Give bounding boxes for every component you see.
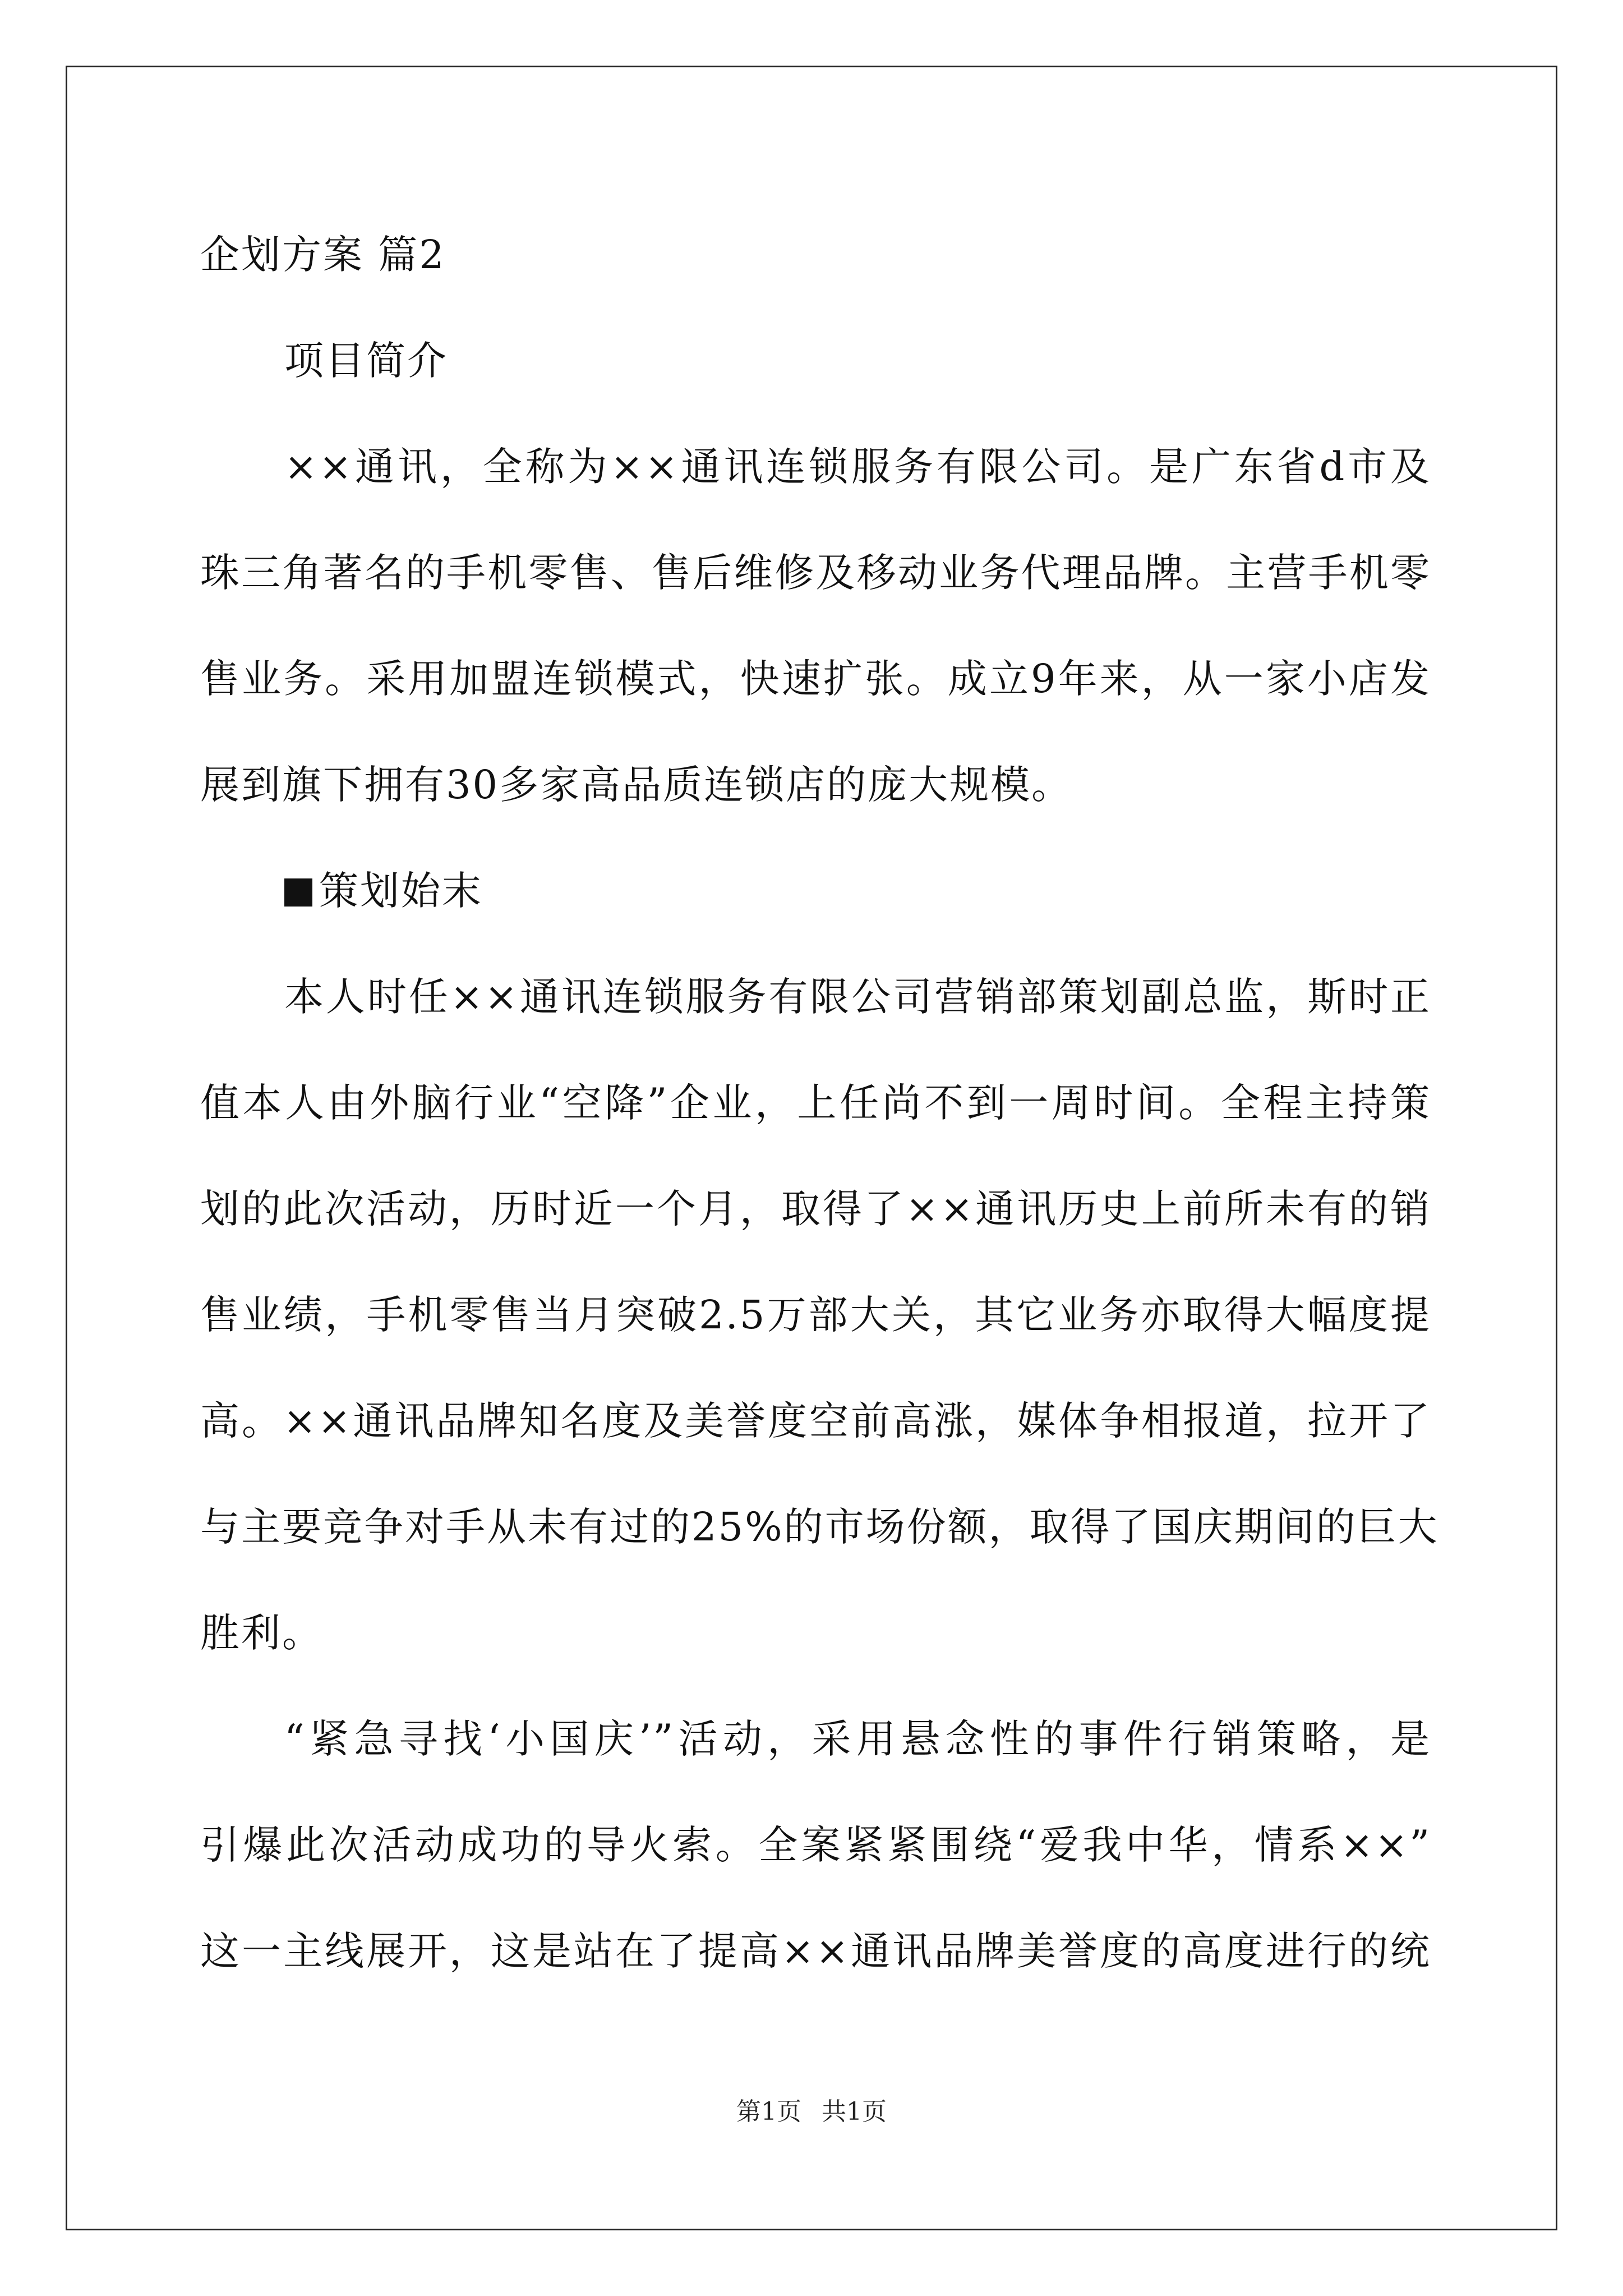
paragraph-line: 引爆此次活动成功的导火索。全案紧紧围绕“爱我中华，情系××”	[200, 1822, 1431, 1868]
document-body	[200, 202, 1439, 2004]
section-title-plan	[200, 838, 1431, 944]
page-footer	[0, 2091, 1623, 2127]
paragraph-line: 本人时任××通讯连锁服务有限公司营销部策划副总监，斯时正	[284, 974, 1431, 1020]
paragraph-line: 售业绩，手机零售当月突破2.5万部大关，其它业务亦取得大幅度提	[200, 1292, 1431, 1338]
paragraph-line: 胜利。	[200, 1610, 323, 1656]
paragraph-line: 值本人由外脑行业“空降”企业，上任尚不到一周时间。全程主持策	[200, 1080, 1431, 1126]
paragraph-line: 售业务。采用加盟连锁模式，快速扩张。成立9年来，从一家小店发	[200, 656, 1431, 702]
paragraph-line: 这一主线展开，这是站在了提高××通讯品牌美誉度的高度进行的统	[200, 1928, 1431, 1974]
document-heading: 企划方案 篇2	[200, 232, 446, 278]
paragraph-line: 珠三角著名的手机零售、售后维修及移动业务代理品牌。主营手机零	[200, 550, 1431, 596]
paragraph-line: 高。××通讯品牌知名度及美誉度空前高涨，媒体争相报道，拉开了	[200, 1398, 1431, 1444]
page-number-total: 共1页	[822, 2097, 887, 2126]
page-number-current: 第1页	[736, 2097, 801, 2126]
square-bullet-icon	[284, 878, 312, 907]
paragraph-line: 划的此次活动，历时近一个月，取得了××通讯历史上前所未有的销	[200, 1186, 1431, 1232]
paragraph-line: “紧急寻找‘小国庆’”活动，采用悬念性的事件行销策略，是	[284, 1716, 1431, 1762]
paragraph-line: 展到旗下拥有30多家高品质连锁店的庞大规模。	[200, 762, 1073, 808]
paragraph-line: ××通讯，全称为××通讯连锁服务有限公司。是广东省d市及	[284, 444, 1431, 490]
section-title-intro: 项目简介	[284, 338, 448, 384]
section-title-plan-label: 策划始末	[319, 868, 483, 914]
paragraph-line: 与主要竞争对手从未有过的25%的市场份额，取得了国庆期间的巨大	[200, 1504, 1439, 1550]
